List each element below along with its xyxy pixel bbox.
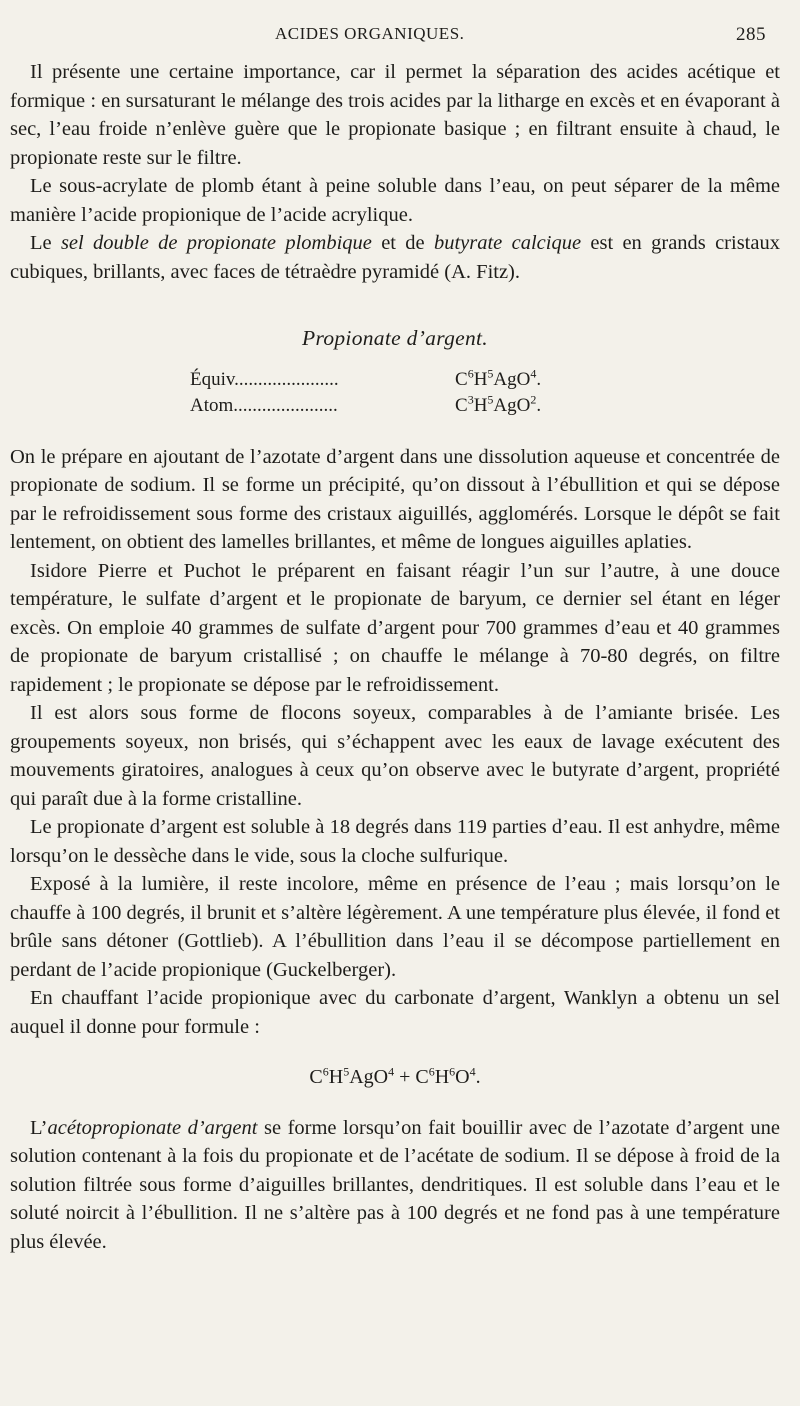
formula-part: H: [473, 368, 488, 390]
plus-sign: +: [394, 1066, 416, 1088]
formula-part: C: [309, 1066, 323, 1088]
paragraph-9: En chauffant l’acide propionique avec du carbonate d’argent, Wanklyn a obtenu un sel auquel il donne pour formule :: [10, 987, 780, 1038]
formula-sup: 3: [467, 392, 474, 407]
italic-run: butyrate calcique: [433, 232, 582, 254]
italic-run: acétopropionate d’argent: [47, 1116, 258, 1139]
formula-part: .: [536, 368, 542, 390]
formula-part: AgO: [349, 1066, 389, 1088]
body-text: [10, 58, 780, 1256]
section-heading: Propionate d’argent.: [302, 326, 488, 350]
formula-sup: 6: [449, 1064, 456, 1079]
formula-part: H: [328, 1066, 344, 1088]
formula-label: Atom......................: [190, 394, 338, 416]
formula-sup: 6: [467, 366, 474, 381]
running-title: ACIDES ORGANIQUES.: [275, 24, 465, 43]
formula-row-atom: [10, 393, 780, 419]
formula-part: C: [455, 394, 468, 416]
formula-part: AgO: [493, 368, 531, 390]
formula-sup: 4: [388, 1064, 395, 1079]
paragraph-10: [10, 1114, 780, 1257]
formula-sup: 5: [487, 392, 494, 407]
formula-sup: 2: [530, 392, 537, 407]
formula-part: .: [536, 394, 542, 416]
formula-label: Équiv......................: [190, 368, 339, 390]
paragraph-7: Le propionate d’argent est soluble à 18 degrés dans 119 parties d’eau. Il est anhydre, même lorsqu’on le dessèche dans le vide, sous la cloche sulfurique.: [10, 816, 780, 867]
paragraph-3: [10, 229, 780, 286]
formula-table: [10, 367, 780, 419]
formula-value: [455, 393, 541, 419]
formula-part: C: [415, 1066, 429, 1088]
formula-part: O: [455, 1066, 470, 1088]
text-run: Le: [30, 232, 61, 254]
paragraph-2: Le sous-acrylate de plomb étant à peine soluble dans l’eau, on peut séparer de la même manière l’acide propionique de l’acide acrylique.: [10, 175, 780, 226]
text-run: L’: [30, 1116, 48, 1139]
page-number: 285: [736, 24, 766, 45]
formula-part: AgO: [493, 394, 531, 416]
formula-sup: 4: [469, 1064, 476, 1079]
formula-part: .: [475, 1066, 481, 1088]
equation: [10, 1063, 780, 1092]
paragraph-4: On le prépare en ajoutant de l’azotate d’argent dans une dissolution aqueuse et concentrée de propionate de sodium. Il se forme un précipité, qu’on dissout à l’ébullition et qui se dépose par le refroidissement sous forme des cristaux aiguillés, agglomérés. Lorsque le dépôt se fait lentement, on obtient des lamelles brillantes, et même de longues aiguilles aplaties.: [10, 445, 780, 553]
formula-value: [455, 367, 541, 393]
paragraph-8: Exposé à la lumière, il reste incolore, même en présence de l’eau ; mais lorsqu’on le chauffe à 100 degrés, il brunit et s’altère légèrement. A une température plus élevée, il fond et brûle sans détoner (Gottlieb). A l’ébullition dans l’eau il se décompose partiellement en perdant de l’acide propionique (Guckelberger).: [10, 873, 780, 981]
formula-sup: 6: [322, 1064, 329, 1079]
text-run: se forme lorsqu’on fait bouillir avec de l’azotate d’argent une solution contenant à la fois du propionate et de l’acétate de sodium. Il se dépose à froid de la solution filtrée sous forme d’aiguilles brillantes, dendritiques. Il est soluble dans l’eau et le soluté noircit à l’ébullition. Il ne s’altère pas à 100 degrés et ne fond pas à une température plus élevée.: [10, 1116, 780, 1253]
text-run: est en grands cristaux cubiques, brillants, avec faces de tétraèdre pyramidé (A. Fitz).: [10, 232, 780, 283]
formula-part: H: [473, 394, 488, 416]
text-run: et de: [371, 232, 434, 254]
paragraph-5: Isidore Pierre et Puchot le préparent en faisant réagir l’un sur l’autre, à une douce température, le sulfate d’argent et le propionate de baryum, ce dernier sel étant en léger excès. On emploie 40 grammes de sulfate d’argent pour 700 grammes d’eau et 40 grammes de propionate de baryum cristallisé ; on chauffe le mélange à 70-80 degrés, on filtre rapidement ; le propionate se dépose par le refroidissement.: [10, 559, 780, 696]
paragraph-1: Il présente une certaine importance, car il permet la séparation des acides acétique et formique : en sursaturant le mélange des trois acides par la litharge en excès et en évaporant à sec, l’eau froide n’enlève guère que le propionate basique ; en filtrant ensuite à chaud, le propionate reste sur le filtre.: [10, 61, 780, 169]
formula-row-equiv: [10, 367, 780, 393]
running-header: [0, 20, 800, 46]
italic-run: sel double de propionate plombique: [60, 232, 372, 254]
formula-part: H: [434, 1066, 450, 1088]
paragraph-6: Il est alors sous forme de flocons soyeux, comparables à de l’amiante brisée. Les groupements soyeux, non brisés, qui s’échappent avec les eaux de lavage exécutent des mouvements giratoires, analogues à ceux qu’on observe avec le butyrate d’argent, propriété qui paraît due à la forme cristalline.: [10, 702, 780, 810]
formula-sup: 4: [530, 366, 537, 381]
formula-sup: 6: [428, 1064, 435, 1079]
formula-sup: 5: [343, 1064, 350, 1079]
formula-sup: 5: [487, 366, 494, 381]
formula-part: C: [455, 368, 468, 390]
